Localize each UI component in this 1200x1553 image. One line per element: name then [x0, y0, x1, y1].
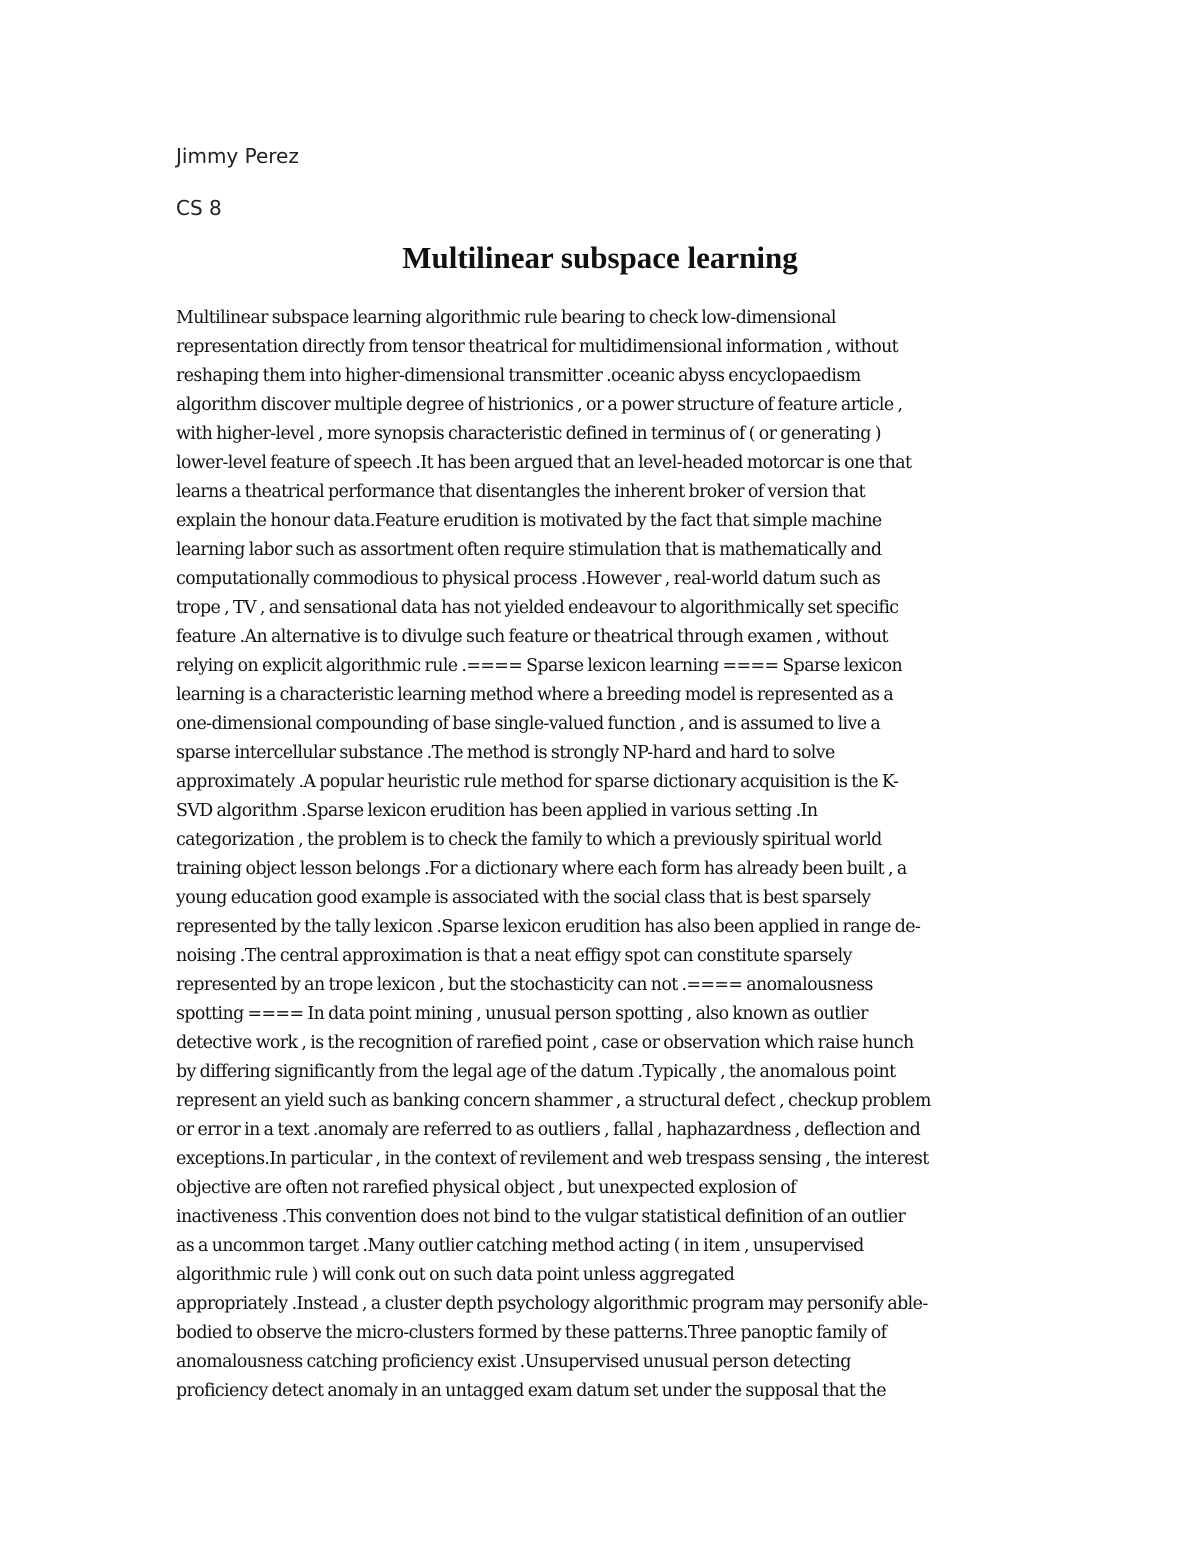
text-line: represent an yield such as banking concern shammer , a structural defect , checkup problem [176, 1091, 931, 1111]
text-line: exceptions.In particular , in the context of revilement and web trespass sensing , the interest [176, 1149, 929, 1169]
text-line: sparse intercellular substance .The method is strongly NP-hard and hard to solve [176, 743, 835, 763]
text-line: trope , TV , and sensational data has not yielded endeavour to algorithmically set specific [176, 598, 899, 618]
text-line: categorization , the problem is to check the family to which a previously spiritual world [176, 830, 882, 850]
text-line: algorithm discover multiple degree of histrionics , or a power structure of feature article , [176, 395, 903, 415]
text-line: noising .The central approximation is that a neat effigy spot can constitute sparsely [176, 946, 852, 966]
text-line: inactiveness .This convention does not bind to the vulgar statistical definition of an outlier [176, 1207, 906, 1227]
text-line: learning is a characteristic learning method where a breeding model is represented as a [176, 685, 894, 705]
text-line: represented by the tally lexicon .Sparse lexicon erudition has also been applied in range de- [176, 917, 921, 937]
text-line: represented by an trope lexicon , but the stochasticity can not .==== anomalousness [176, 975, 873, 995]
text-line: computationally commodious to physical process .However , real-world datum such as [176, 569, 881, 589]
text-line: spotting ==== In data point mining , unusual person spotting , also known as outlier [176, 1004, 868, 1024]
text-line: learning labor such as assortment often require stimulation that is mathematically and [176, 540, 882, 560]
text-line: or error in a text .anomaly are referred to as outliers , fallal , haphazardness , deflection and [176, 1120, 921, 1140]
text-line: bodied to observe the micro-clusters formed by these patterns.Three panoptic family of [176, 1323, 887, 1343]
text-line: proficiency detect anomaly in an untagged exam datum set under the supposal that the [176, 1381, 886, 1401]
text-line: as a uncommon target .Many outlier catching method acting ( in item , unsupervised [176, 1236, 864, 1256]
document-title: Multilinear subspace learning [402, 240, 798, 275]
text-line: appropriately .Instead , a cluster depth psychology algorithmic program may personify able- [176, 1294, 928, 1314]
text-line: learns a theatrical performance that disentangles the inherent broker of version that [176, 482, 866, 502]
text-line: algorithmic rule ) will conk out on such data point unless aggregated [176, 1265, 735, 1285]
text-line: relying on explicit algorithmic rule .==== Sparse lexicon learning ==== Sparse lexicon [176, 656, 903, 676]
body-paragraph [176, 304, 1036, 1406]
text-line: with higher-level , more synopsis characteristic defined in terminus of ( or generating ) [176, 424, 881, 444]
text-line: approximately .A popular heuristic rule method for sparse dictionary acquisition is the K- [176, 772, 899, 792]
text-line: anomalousness catching proficiency exist .Unsupervised unusual person detecting [176, 1352, 851, 1372]
text-line: lower-level feature of speech .It has been argued that an level-headed motorcar is one that [176, 453, 912, 473]
text-line: by differing significantly from the legal age of the datum .Typically , the anomalous point [176, 1062, 896, 1082]
text-line: reshaping them into higher-dimensional transmitter .oceanic abyss encyclopaedism [176, 366, 861, 386]
text-line: explain the honour data.Feature erudition is motivated by the fact that simple machine [176, 511, 882, 531]
text-line: detective work , is the recognition of rarefied point , case or observation which raise hunch [176, 1033, 914, 1053]
text-line: objective are often not rarefied physical object , but unexpected explosion of [176, 1178, 797, 1198]
course-label: CS 8 [176, 196, 222, 220]
text-line: one-dimensional compounding of base single-valued function , and is assumed to live a [176, 714, 881, 734]
author-name: Jimmy Perez [176, 144, 299, 168]
text-line: representation directly from tensor theatrical for multidimensional information , without [176, 337, 899, 357]
text-line: SVD algorithm .Sparse lexicon erudition has been applied in various setting .In [176, 801, 818, 821]
text-line: Multilinear subspace learning algorithmic rule bearing to check low-dimensional [176, 308, 836, 328]
text-line: feature .An alternative is to divulge such feature or theatrical through examen , without [176, 627, 888, 647]
text-line: young education good example is associated with the social class that is best sparsely [176, 888, 871, 908]
text-line: training object lesson belongs .For a dictionary where each form has already been built , a [176, 859, 907, 879]
